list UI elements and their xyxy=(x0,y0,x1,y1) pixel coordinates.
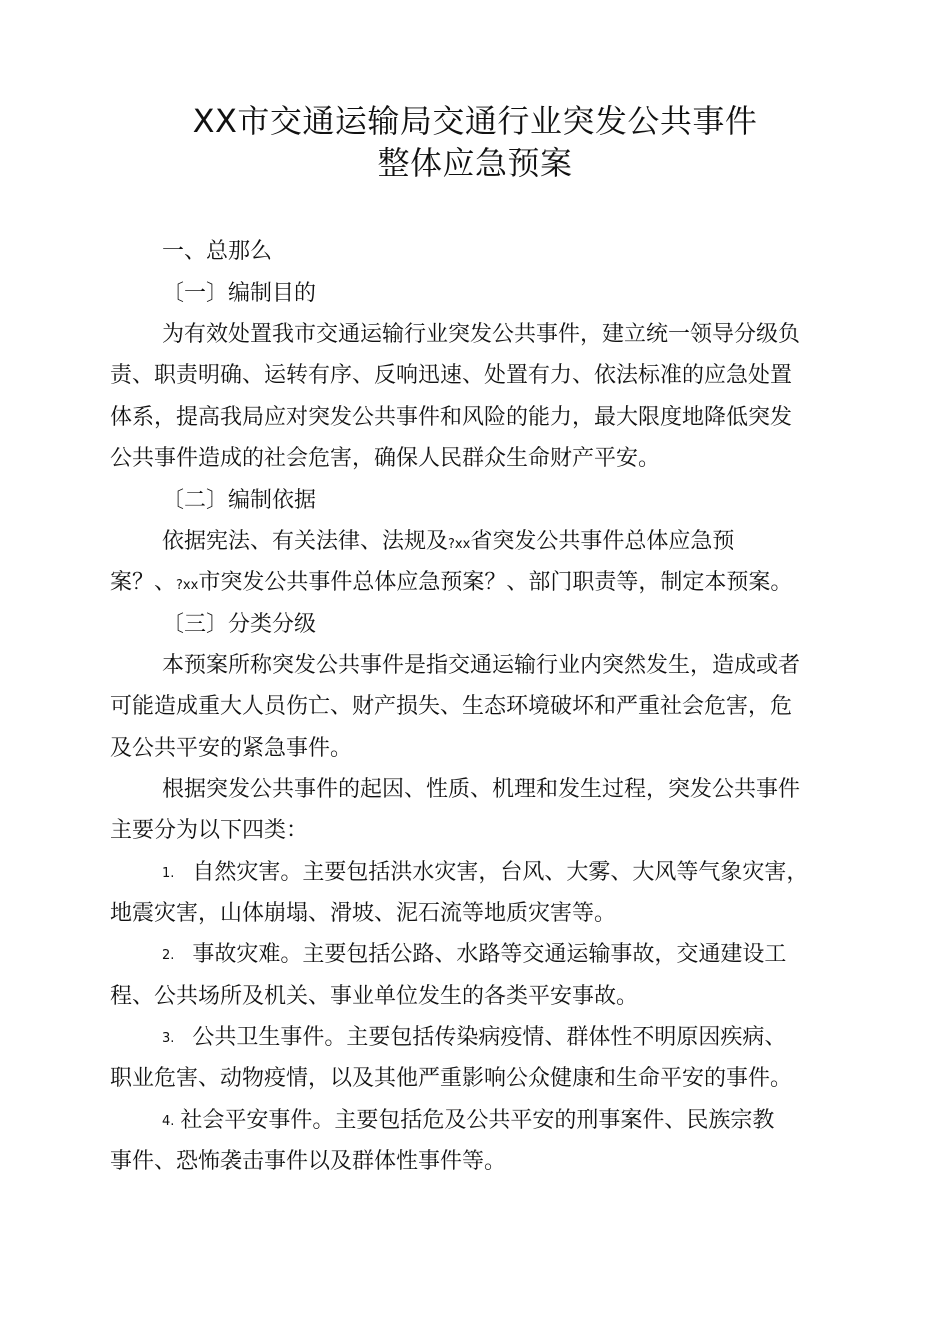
list-item-2-line2: 程、公共场所及机关、事业单位发生的各类平安事故。 xyxy=(110,984,639,1009)
list-item-1-text: 自然灾害。主要包括洪水灾害，台风、大雾、大风等气象灾害， xyxy=(192,860,809,885)
para3-line1: 本预案所称突发公共事件是指交通运输行业内突然发生，造成或者 xyxy=(162,653,801,678)
list-item-4-line2: 事件、恐怖袭击事件以及群体性事件等。 xyxy=(110,1149,507,1174)
list-item-2-text: 事故灾难。主要包括公路、水路等交通运输事故，交通建设工 xyxy=(192,942,787,967)
para2-line1 xyxy=(162,527,734,560)
list-item-4-text: 社会平安事件。主要包括危及公共平安的刑事案件、民族宗教 xyxy=(180,1108,775,1133)
list-item-2-line1 xyxy=(162,940,786,971)
document-title-line2: 整体应急预案 xyxy=(377,144,573,182)
para3-line3: 及公共平安的紧急事件。 xyxy=(110,736,353,761)
para2-line1-text-a: 依据宪法、有关法律、法规及 xyxy=(162,529,449,554)
list-item-2-number: 2. xyxy=(162,948,175,963)
para1-line1: 为有效处置我市交通运输行业突发公共事件，建立统一领导分级负 xyxy=(162,322,801,347)
list-item-3-number: 3. xyxy=(162,1031,175,1046)
list-item-1-number: 1. xyxy=(162,866,175,881)
section1-heading: 一、总那么 xyxy=(162,239,273,264)
sub3-heading: 〔三〕分类分级 xyxy=(162,612,317,637)
para2-line2-mark: ?xx xyxy=(176,578,199,593)
list-item-3-line2: 职业危害、动物疫情，以及其他严重影响公众健康和生命平安的事件。 xyxy=(110,1066,793,1091)
para2-line1-text-b: 省突发公共事件总体应急预 xyxy=(470,529,735,554)
para2-line2-text-b: 市突发公共事件总体应急预案？、部门职责等，制定本预案。 xyxy=(198,570,793,595)
para1-line2: 责、职责明确、运转有序、反响迅速、处置有力、依法标准的应急处置 xyxy=(110,363,793,388)
para2-line2 xyxy=(110,568,792,601)
list-item-4-number: 4. xyxy=(162,1114,175,1129)
para1-line4: 公共事件造成的社会危害，确保人民群众生命财产平安。 xyxy=(110,446,661,471)
list-item-3-line1 xyxy=(162,1023,786,1054)
para3-line2: 可能造成重大人员伤亡、财产损失、生态环境破坏和严重社会危害，危 xyxy=(110,694,793,719)
sub1-heading: 〔一〕编制目的 xyxy=(162,281,317,306)
para1-line3: 体系，提高我局应对突发公共事件和风险的能力，最大限度地降低突发 xyxy=(110,405,793,430)
para2-line2-text-a: 案？、 xyxy=(110,570,177,595)
list-item-3-text: 公共卫生事件。主要包括传染病疫情、群体性不明原因疾病、 xyxy=(192,1025,787,1050)
sub2-heading: 〔二〕编制依据 xyxy=(162,488,317,513)
list-item-1-line2: 地震灾害，山体崩塌、滑坡、泥石流等地质灾害等。 xyxy=(110,901,617,926)
list-item-4-line1 xyxy=(162,1106,774,1137)
para4-line1: 根据突发公共事件的起因、性质、机理和发生过程，突发公共事件 xyxy=(162,777,801,802)
para2-line1-mark: ?xx xyxy=(448,537,471,552)
para4-line2: 主要分为以下四类： xyxy=(110,818,309,843)
document-title-line1: XX市交通运输局交通行业突发公共事件 xyxy=(192,102,758,140)
list-item-1-line1 xyxy=(162,858,808,889)
